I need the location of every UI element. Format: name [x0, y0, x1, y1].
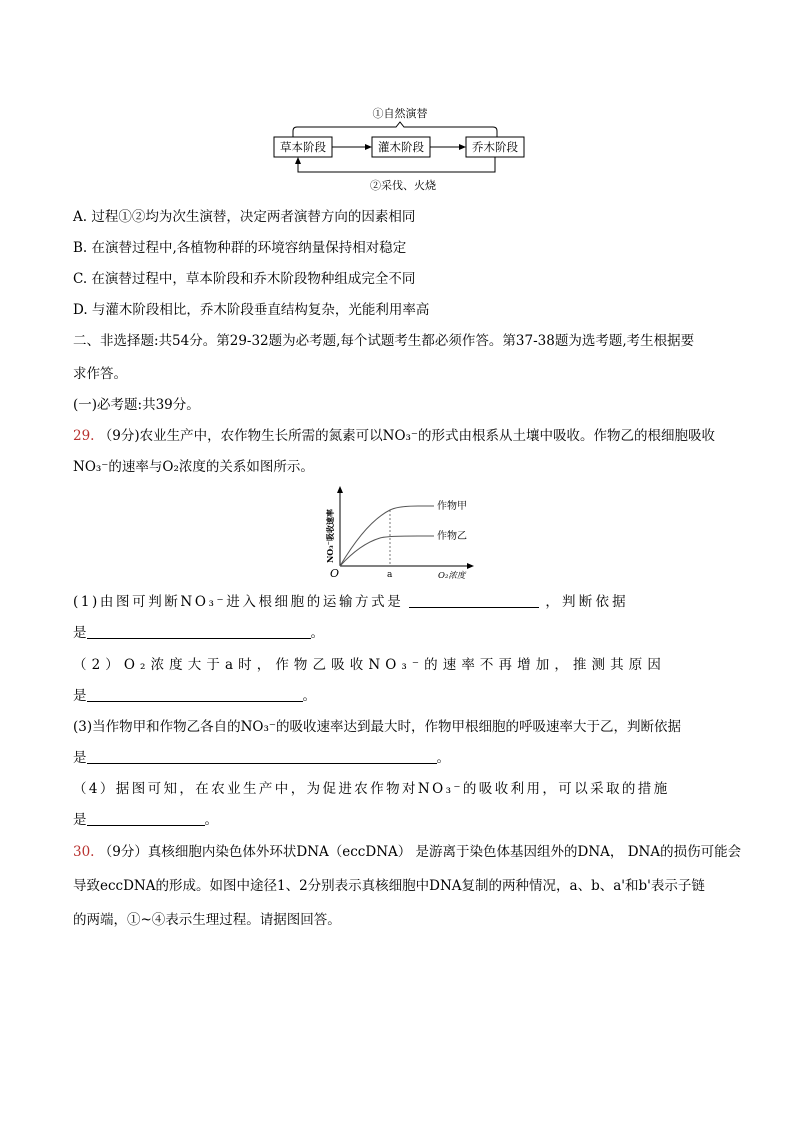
q29-p2-blank[interactable] — [87, 687, 303, 702]
q29-number: 29. — [73, 428, 95, 444]
q30-line3: 的两端，①~④表示生理过程。请据图回答。 — [73, 912, 341, 928]
succession-diagram — [268, 104, 538, 196]
q29-p3-line1: (3)当作物甲和作物乙各自的NO₃⁻的吸收速率达到最大时，作物甲根细胞的呼吸速率大于乙，判断依据 — [73, 719, 682, 735]
q30-number: 30. — [73, 844, 95, 860]
q30-line1-text: （9分）真核细胞内染色体外环状DNA（eccDNA） 是游离于染色体基因组外的DNA， DNA的损伤可能会 — [98, 844, 742, 860]
box-shrub-stage-label: 灌木阶段 — [378, 140, 424, 154]
return-path — [298, 157, 495, 172]
option-a: A. 过程①②均为次生演替，决定两者演替方向的因素相同 — [73, 209, 416, 225]
period: 。 — [302, 688, 316, 704]
section2-sub: (一)必考题:共39分。 — [73, 397, 200, 413]
q29-p2-line2 — [73, 687, 316, 705]
q29-p2-line1 — [73, 656, 666, 674]
q29-p1-blank-1[interactable] — [409, 593, 539, 608]
box-herb-stage-label: 草本阶段 — [280, 140, 326, 154]
q29-p4-line2 — [73, 811, 218, 829]
series-label-yi: 作物乙 — [437, 531, 467, 542]
q29-p3-blank[interactable] — [87, 749, 437, 764]
q29-p2-shi: 是 — [73, 688, 87, 704]
q29-p1-line2 — [73, 624, 324, 642]
origin-label: O — [330, 567, 340, 580]
option-c: C. 在演替过程中，草本阶段和乔木阶段物种组成完全不同 — [73, 271, 416, 287]
q29-p1-line1 — [73, 593, 721, 611]
top-brace — [293, 122, 497, 137]
option-b: B. 在演替过程中,各植物种群的环境容纳量保持相对稳定 — [73, 240, 407, 256]
a-tick-label: a — [387, 570, 393, 580]
arrow-2 — [459, 144, 466, 150]
section2-line2: 求作答。 — [73, 366, 127, 382]
bottom-label: ②采伐、火烧 — [370, 179, 436, 192]
top-label: ①自然演替 — [372, 107, 428, 120]
q29-p4-shi: 是 — [73, 812, 87, 828]
x-axis-arrow — [467, 563, 474, 569]
y-axis-label: NO₃⁻吸收速率 — [325, 508, 335, 564]
period: 。 — [204, 812, 218, 828]
q29-p4-line1 — [73, 780, 670, 798]
curve-crop-yi — [340, 536, 434, 566]
q30-line2: 导致eccDNA的形成。如图中途径1、2分别表示真核细胞中DNA复制的两种情况，a、b、a'和b'表示子链 — [73, 878, 705, 894]
y-axis-arrow — [337, 486, 343, 493]
q29-p3-shi: 是 — [73, 750, 87, 766]
return-arrow — [295, 157, 301, 164]
period: 。 — [310, 625, 324, 641]
arrow-1 — [365, 144, 372, 150]
q29-p4-blank[interactable] — [87, 811, 205, 826]
period: 。 — [436, 750, 450, 766]
q29-p4-text: （4）据图可知，在农业生产中，为促进农作物对NO₃⁻的吸收利用，可以采取的措施 — [73, 781, 670, 797]
option-d: D. 与灌木阶段相比，乔木阶段垂直结构复杂，光能利用率高 — [73, 302, 430, 318]
series-label-jia: 作物甲 — [437, 501, 467, 512]
q29-line2: NO₃⁻的速率与O₂浓度的关系如图所示。 — [73, 459, 314, 475]
q29-p1-blank-2[interactable] — [87, 624, 311, 639]
q29-line1: （9分)农业生产中，农作物生长所需的氮素可以NO₃⁻的形式由根系从土壤中吸收。作物乙的根细胞吸收 — [98, 428, 716, 444]
section2-line1: 二、非选择题:共54分。第29-32题为必考题,每个试题考生都必须作答。第37-38题为选考题,考生根据要 — [73, 333, 695, 349]
box-tree-stage-label: 乔木阶段 — [472, 140, 518, 154]
q29-p1-text-b: ，判断依据 — [545, 594, 629, 610]
q29-p3-line2 — [73, 749, 450, 767]
q29-chart — [318, 484, 478, 582]
q29-p2-text: （2）O₂浓度大于a时，作物乙吸收NO₃⁻的速率不再增加，推测其原因 — [73, 657, 666, 673]
q29-intro-line1 — [73, 427, 715, 445]
q29-p1-text: (1)由图可判断NO₃⁻进入根细胞的运输方式是 — [73, 594, 404, 610]
x-axis-label: O₂浓度 — [438, 571, 466, 581]
q29-p1-shi: 是 — [73, 625, 87, 641]
q30-line1 — [73, 843, 741, 861]
